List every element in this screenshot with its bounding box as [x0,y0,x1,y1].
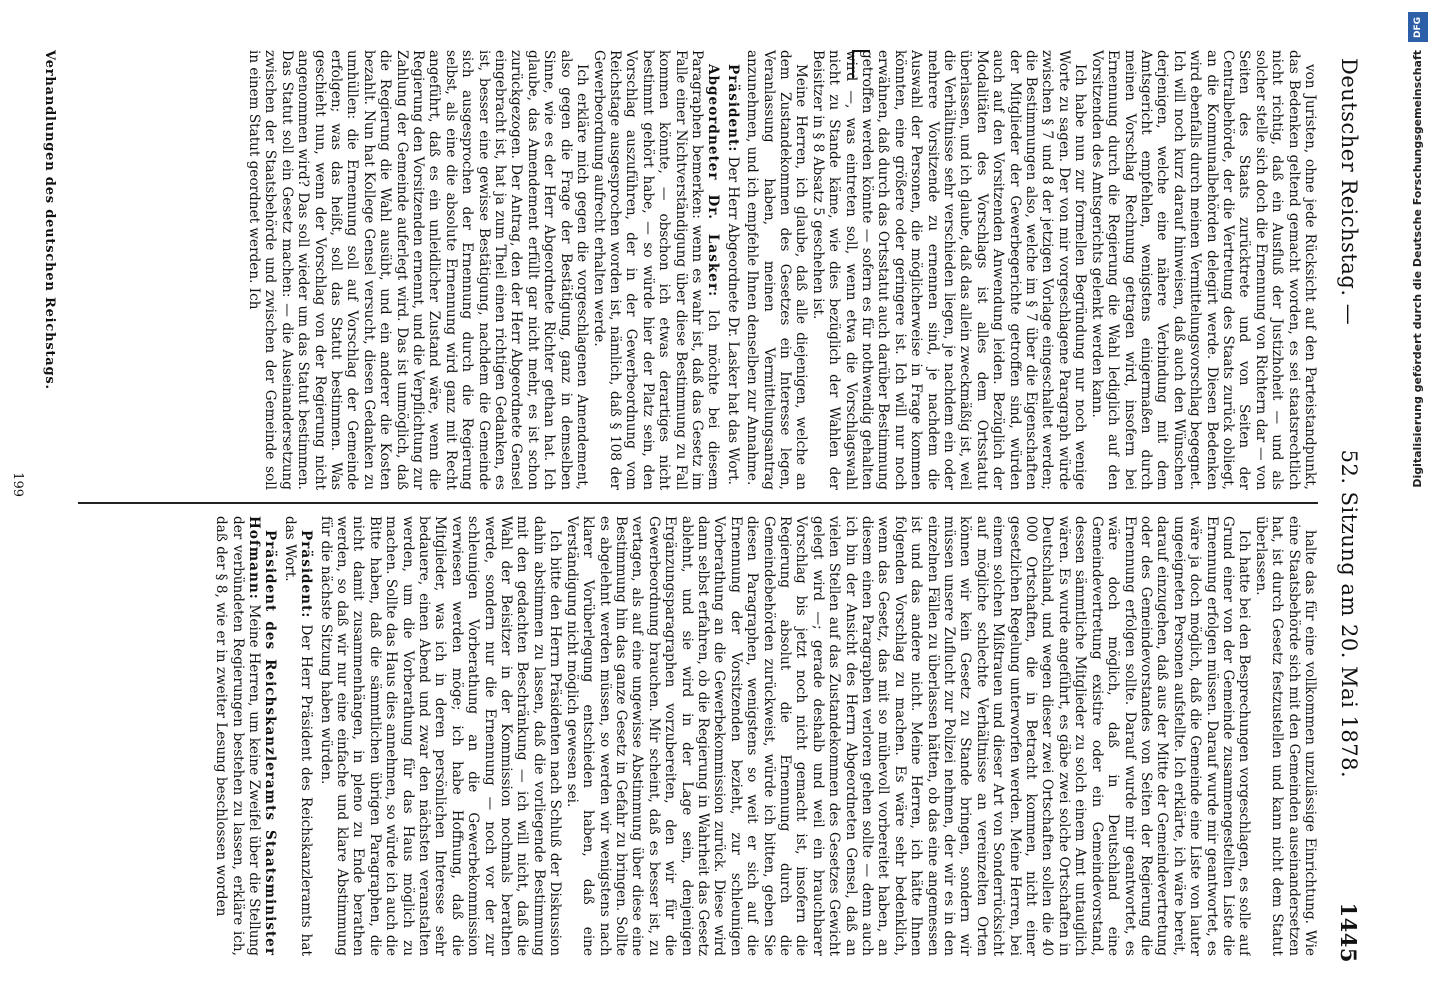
speaker-name: Präsident des Reichskanzleramts Staatsminister Hofmann: [246,516,279,956]
masthead-left: Deutscher Reichstag. — [1337,58,1361,326]
speaker-name: Präsident: [724,64,741,153]
masthead [1328,58,1370,963]
speaker-name: Präsident: [298,530,315,619]
column-divider [78,502,1318,504]
masthead-session: 52. Sitzung am 20. Mai 1878. [1337,449,1361,779]
paragraph [563,516,1252,956]
paragraph [246,50,591,490]
footer-label: Verhandlungen des deutschen Reichstags. [42,50,57,390]
paragraph [281,516,314,956]
paragraph-text: Der Herr Abgeordnete Dr. Lasker hat das Wort. [724,156,741,485]
paragraph-text: Ich möchte bei diesem Paragraphen bemerken: wenn es wahr ist, daß das Gesetz im Falle einer Nichtverständigung über diese Bestimmung zu Fall kommen könnte, — obschon ich etwas derartiges nicht bestimmt gehört habe, — so würde hier der Platz sein, den Vorschlag auszuführen, der in der Gewerbeordnung vom Reichstage ausgesprochen worden ist, nämlich, daß § 108 der Gewerbeordnung aufrecht erhalten werde. [590,50,722,490]
paragraph-text: von Juristen, ohne jede Rücksicht auf den Parteistandpunkt, das Bedenken geltend gemacht worden, es sei staatsrechtlich nicht richtig, daß ein Ausfluß der Justizhoheit — und als solcher stelle sich doch die Ernennung von Richtern dar — von Seiten des Staats zurücktrete und von Seiten der Centralbehörde, der die Vertretung des Staats zurück obliegt, an die Kommunalbehörden delegirt werde. Diesen Bedenken wird ebenfalls durch meinen Vermittelungsvorschlag begegnet. Ich will noch kurz darauf hinweisen, daß auch den Wünschen derjenigen, welche eine nähere Verbindung mit dem Amtsgericht empfehlen, wenigstens einigermaßen durch meinen Vorschlag Rechnung getragen wird, insofern bei Ernennung durch die Regierung die Wahl lediglich auf den Vorsitzenden des Amtsgerichts gelenkt werden kann. [1088,50,1318,490]
paragraph-text: Meine Herren, ich glaube, daß alle diejenigen, welche an dem Zustandekommen des Gesetzes ein Interesse legen, Veranlassung haben, meinen Vermittelungsantrag anzunehmen, und ich empfehle Ihnen denselben zur Annahme. [744,50,810,490]
paragraph [724,50,740,490]
paragraph-text: Meine Herren, um keine Zweifel über die Stellung der verbündeten Regierungen bestehen zu lassen, erkläre ich, daß der § 8, wie er in zweiter Lesung beschlossen worden [213,516,262,956]
paragraph-text: Ich erkläre mich gegen die vorgeschlagenen Amendement, also gegen die Frage der Bestätigung, ganz in demselben Sinne, wie es der Herr Abgeordnete Richter gethan hat. Ich glaube, das Amendement erfüllt gar nicht mehr, es ist schon zurückgezogen. Der Antrag, den der Herr Abgeordnete Gensel eingebracht ist, hat ja zum Theil einen richtigen Gedanken, es ist, besser eine gewisse Bestätigung, nachdem die Gemeinde sich ausgesprochen der Ernennung durch die Regierung selbst, als eine die absolute Ernennung wird ganz mit Recht angeführt, daß es ein unleidlicher Zustand wäre, wenn die Regierung den Vorsitzenden ernennt, und die Verpflichtung zur Zahlung der Gemeinde auferlegt wird. Das ist unmöglich, daß die Regierung die Wahl ausübt, und ein anderer die Kosten bezahlt. Nun hat Kollege Gensel versucht, diesen Gedanken zu umhüllen: die Ernennung soll auf Vorschlag der Gemeinde erfolgen; was das heißt, soll das Statut bestimmen. Was geschieht nun, wenn der Vorschlag von der Regierung nicht angenommen wird? Das soll wieder um das Statut bestimmen. Das Statut soll ein Gesetz machen: — die Auseinandersetzung zwischen der Staatsbehörde und zwischen der Gemeinde soll in einem Statut geordnet werden. Ich [246,50,591,490]
right-column [68,516,1318,956]
dfg-logo: DFG [1408,12,1428,42]
paragraph-text: Ich bitte den Herrn Präsidenten nach Schluß der Diskussion dahin abstimmen zu lassen, daß die vorliegende Bestimmung mit den gedachten Beschränkung — ich will nicht, daß die Wahl der Beisitzer in der Kommission nochmals berathen werde, sondern nur die Ernennung — noch vor der zur schleunigen Vorberathung an die Gewerbekommission verwiesen werden möge; ich habe Hoffnung, daß die Mitglieder, was ich in deren persönlichen Interesse sehr bedauere, einen Abend und zwar den nächsten veranstalten werden, um die Vorberathung für das Haus möglich zu machen. Sollte das Haus dies annehmen, so würde ich auch die Bitte haben, daß die sämmtlichen übrigen Paragraphen, die nicht damit zusammenhängen, in pleno zu Ende berathen werden, so daß wir nur eine einfache und klare Abstimmung für die nächste Sitzung haben würden. [317,516,564,956]
speaker-name: Abgeordneter Dr. Lasker: [705,64,722,298]
sidebar-notice [1392,0,1432,1000]
digitization-notice: Digitalisierung gefördert durch die Deutsche Forschungsgemeinschaft [1411,50,1424,488]
paragraph-text: Ich hatte bei den Besprechungen vorgeschlagen, es solle auf Grund einer von der Gemeinde zusammengestellten Liste die Ernennung erfolgen müssen. Darauf wurde mir geantwortet, es wäre ja doch möglich, daß die Gemeinde eine Liste von lauter ungeeigneten Personen aufstellte. Ich erklärte, ich wäre bereit, darauf einzugehen, daß aus der Mitte der Gemeindevertretung oder des Gemeindevorstandes von Seiten der Regierung die Ernennung erfolgen sollte. Darauf wurde mir geantwortet, es wäre doch möglich, daß in Deutschland eine Gemeindevertretung existire oder ein Gemeindevorstand, dessen sämmtliche Mitglieder zu solch einem Amt untauglich wären. Es wurde angeführt, es gäbe zwei solche Ortschaften in Deutschland, und wegen dieser zwei Ortschaften sollen die 40 000 Ortschaften, die in Betracht kommen, nicht einer gesetzlichen Regelung unterworfen werden. Meine Herren, bei einem solchen Mißtrauen und dieser Art von Sonderrücksicht auf mögliche schlechte Verhältnisse an vereinzelten Orten können wir kein Gesetz zu Stande bringen, sondern wir müssen unsere Zuflucht zur Polizei nehmen, der wir es in den einzelnen Fällen zu überlassen hätten, ob das eine angemessen ist und das andere nicht. Meine Herren, ich hätte Ihnen folgenden Vorschlag zu machen. Es wäre sehr bedenklich, wenn das Gesetz, das mit so mühevoll vorbereitet haben, an diesem einen Paragraphen verloren gehen sollte — denn auch ich bin der Ansicht des Herrn Abgeordneten Gensel, daß an vielen Stellen auf das Zustandekommen des Gesetzes Gewicht gelegt wird —; gerade deshalb und weil ein brauchbarer Vorschlag bis jetzt noch nicht gemacht ist, insofern die Regierung absolut die Ernennung durch die Gemeindebehörden zurückweist, würde ich bitten, geben Sie diesen Paragraphen, wenigstens so weit er sich auf die Ernennung der Vorsitzenden bezieht, zur schleunigen Vorberathung an die Gewerbekommission zurück. Diese wird dann selbst erfahren, ob die Regierung in Wahrheit das Gesetz ablehnt, und sie wird in der Lage sein, denjenigen Ergänzungsparagraphen vorzubereiten, den wir für die Gewerbeordnung brauchen. Mir scheint, daß es besser ist, zu vertagen, als auf eine ungewisse Abstimmung über diese eine Bestimmung hin das ganze Gesetz in Gefahr zu bringen. Sollte es abgelehnt werden müssen, so werden wir wenigstens nach klarer Vorüberlegung entschieden haben, daß eine Verständigung nicht möglich gewesen sei. [563,516,1253,956]
paragraph [213,516,279,956]
signature-number: 199 [10,472,25,497]
page-number: 1445 [1336,902,1362,963]
paragraph [1252,516,1318,956]
paragraph [744,50,810,490]
paragraph [317,516,563,956]
paragraph [809,50,1088,490]
paragraph [1088,50,1318,490]
paragraph [590,50,721,490]
paragraph-text: halte das für eine vollkommen unzulässige Einrichtung. Wie eine Staatsbehörde sich mit den Gemeinden auseinandersetzen hat, ist durch Gesetz festzustellen und kann nicht dem Statut überlassen. [1252,516,1318,956]
scanned-page [10,50,1370,985]
paragraph-text: Der Herr Präsident des Reichskanzleramts hat das Wort. [281,516,315,956]
paragraph-text: Ich habe nun zur formellen Begründung nur noch wenige Worte zu sagen. Der von mir vorgeschlagene Paragraph würde zwischen § 7 und 8 der jetzigen Vorlage eingeschaltet werden; die Bestimmungen also, welche im § 7 über die Eigenschaften der Mitglieder der Gewerbegerichte getroffen sind, würden auch auf den Vorsitzenden Anwendung leiden. Bezüglich der Modalitäten des Vorschlags ist alles dem Ortsstatut überlassen, und ich glaube, daß das allein zweckmäßig ist, weil die Verhältnisse sehr verschieden liegen, je nachdem ein oder mehrere Vorsitzende zu ernennen sind, je nachdem die Auswahl der Personen, die möglicherweise in Frage kommen könnten, eine größere oder geringere ist. Ich will nur noch erwähnen, daß durch das Ortsstatut auch darüber Bestimmung getroffen werden könnte — sofern es für nothwendig gehalten wird —, was eintreten soll, wenn etwa die Vorschlagswahl nicht zu Stande käme, wie dies bezüglich der Wahlen der Beisitzer in § 8 Absatz 5 geschehen ist. [809,50,1089,490]
left-column [68,50,1318,490]
